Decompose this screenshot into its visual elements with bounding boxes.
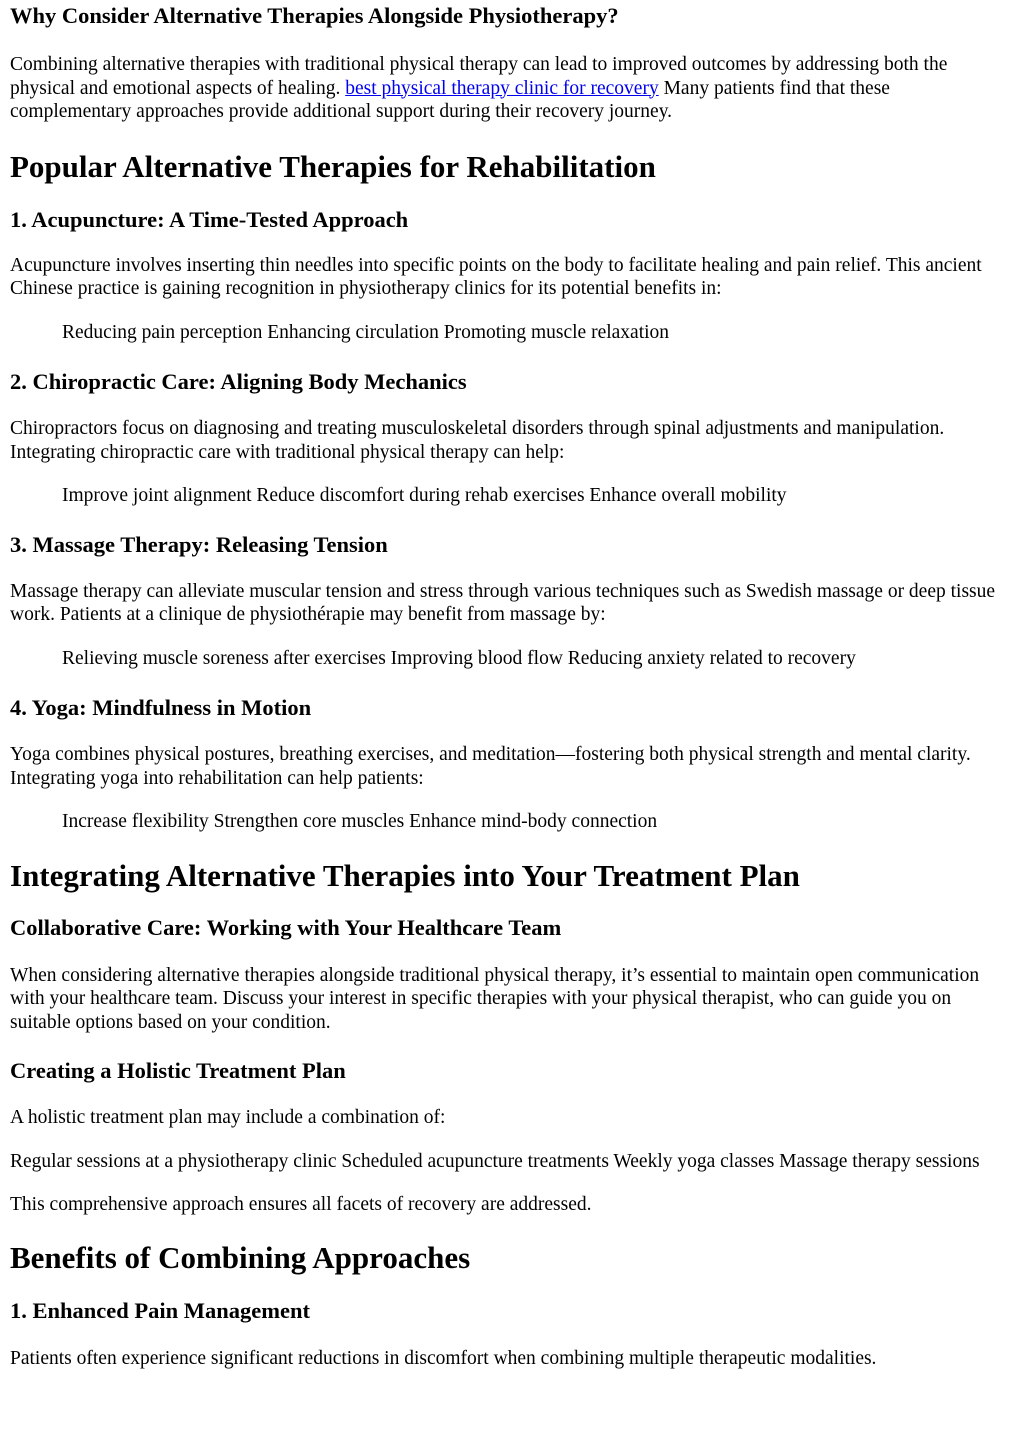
heading-popular-therapies: Popular Alternative Therapies for Rehabilitation [10, 148, 656, 184]
holistic-plan-list: Regular sessions at a physiotherapy clinic Scheduled acupuncture treatments Weekly yoga classes Massage therapy sessions [10, 1150, 980, 1172]
collaborative-care-paragraph: When considering alternative therapies alongside traditional physical therapy, it’s essential to maintain open communication with your healthcare team. Discuss your interest in specific therapies with your physical therapist, who can guide you on suitable options based on your condition. [10, 964, 980, 1033]
heading-integrating: Integrating Alternative Therapies into Your Treatment Plan [10, 857, 800, 893]
acupuncture-paragraph: Acupuncture involves inserting thin needles into specific points on the body to facilitate healing and pain relief. This ancient Chinese practice is gaining recognition in physiotherapy clinics for its potential benefits in: [10, 254, 982, 299]
heading-acupuncture: 1. Acupuncture: A Time-Tested Approach [10, 206, 409, 232]
clinic-link[interactable]: best physical therapy clinic for recovery [345, 77, 659, 99]
yoga-paragraph: Yoga combines physical postures, breathing exercises, and meditation—fostering both physical strength and mental clarity. Integrating yoga into rehabilitation can help patients: [10, 744, 971, 789]
acupuncture-benefits-list: Reducing pain perception Enhancing circulation Promoting muscle relaxation [62, 321, 670, 343]
heading-pain-management: 1. Enhanced Pain Management [10, 1297, 311, 1323]
intro-paragraph [10, 53, 1014, 124]
pain-management-paragraph: Patients often experience significant reductions in discomfort when combining multiple therapeutic modalities. [10, 1347, 877, 1369]
massage-benefits-list: Relieving muscle soreness after exercises Improving blood flow Reducing anxiety related to recovery [62, 647, 856, 669]
heading-chiropractic: 2. Chiropractic Care: Aligning Body Mechanics [10, 369, 467, 394]
article [0, 2, 1024, 1448]
heading-collaborative-care: Collaborative Care: Working with Your Healthcare Team [10, 914, 562, 940]
heading-benefits: Benefits of Combining Approaches [10, 1239, 471, 1275]
holistic-intro: A holistic treatment plan may include a combination of: [10, 1107, 446, 1128]
yoga-benefits-list: Increase flexibility Strengthen core muscles Enhance mind-body connection [62, 811, 658, 832]
chiropractic-paragraph: Chiropractors focus on diagnosing and treating musculoskeletal disorders through spinal adjustments and manipulation. Integrating chiropractic care with traditional physical therapy can help: [10, 418, 945, 463]
holistic-closing: This comprehensive approach ensures all facets of recovery are addressed. [10, 1194, 592, 1215]
chiropractic-benefits-list: Improve joint alignment Reduce discomfort during rehab exercises Enhance overall mobility [62, 485, 787, 506]
intro-text-start: Combining alternative therapies with traditional physical therapy can lead to improved outcomes by addressing both the physical and emotional aspects of healing. [10, 54, 948, 99]
massage-paragraph: Massage therapy can alleviate muscular tension and stress through various techniques such as Swedish massage or deep tissue work. Patients at a clinique de physiothérapie may benefit from massage by: [10, 580, 996, 625]
heading-yoga: 4. Yoga: Mindfulness in Motion [10, 695, 312, 720]
heading-massage: 3. Massage Therapy: Releasing Tension [10, 531, 388, 557]
intro-text-end: Many patients find that these complementary approaches provide additional support during their recovery journey. [10, 77, 890, 122]
heading-holistic-plan: Creating a Holistic Treatment Plan [10, 1058, 346, 1083]
heading-why-consider: Why Consider Alternative Therapies Alongside Physiotherapy? [10, 3, 619, 28]
